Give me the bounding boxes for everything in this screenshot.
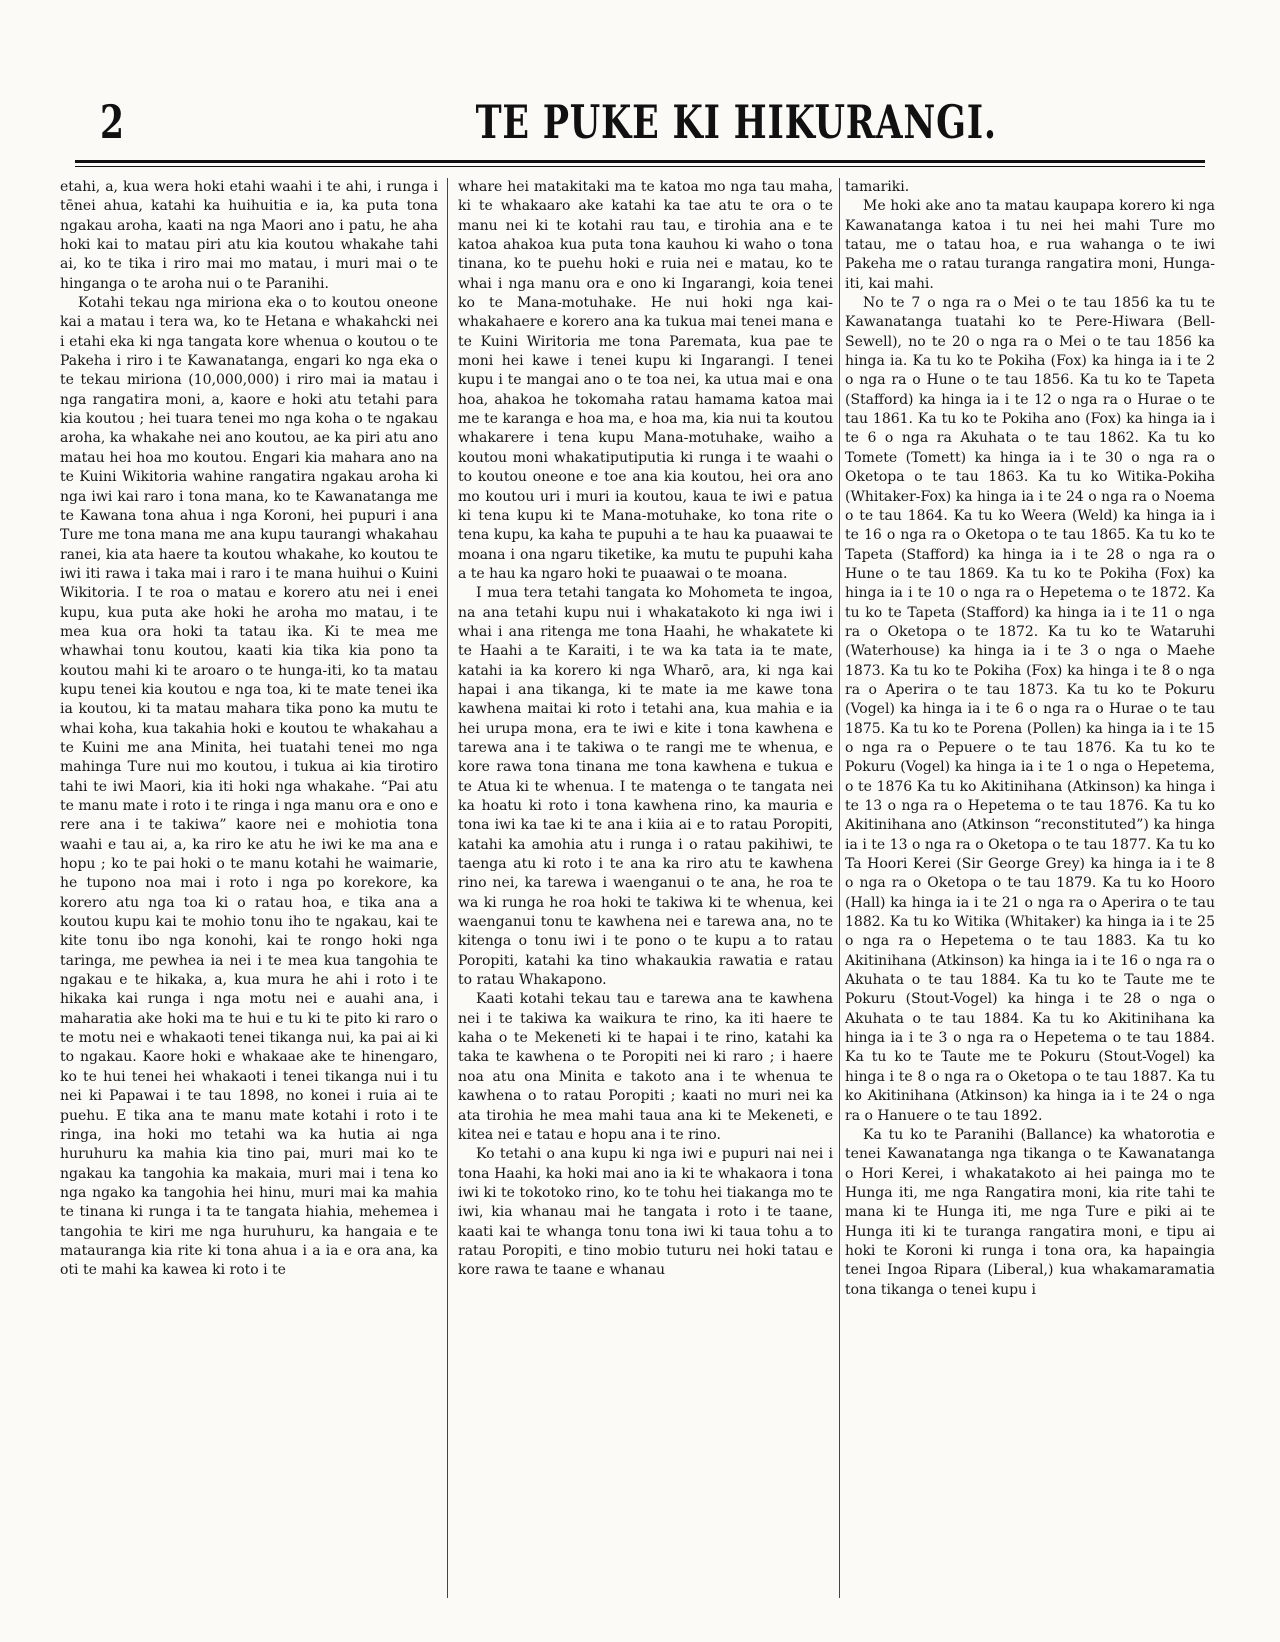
paragraph: Kaati kotahi tekau tau e tarewa ana te kawhena nei i te takiwa ka waikura te rino, ka iti haere te kaha o te Mekeneti ki te hapai i te rino, katahi ka taka te kawhena o te Poropiti nei ki raro ; i haere noa atu ona Minita e takoto ana i te whenua te kawhena o to ratau Poropiti ; kaati no muri nei ka ata tirohia he mea mahi taua ana ki te Mekeneti, e kitea nei e tatau e hopu ana i te rino. xyxy=(458,991,833,1143)
paragraph: Kotahi tekau nga miriona eka o to koutou oneone kai a matau i tera wa, ko te Hetana e whakahcki nei i etahi eka ki nga tangata kore whenua o koutou o te Pakeha i riro i te Kawanatanga, engari ko nga eka o te tekau miriona (10,000,000) i riro mai ia matau i nga rangatira moni, a, kaore e hoki atu tetahi para kia koutou ; hei tuara tenei mo nga koha o te ngakau aroha, ka whakahe nei ano koutou, ae ka piri atu ano matau hei hoa mo koutou. Engari kia mahara ano na te Kuini Wikitoria wahine rangatira ngakau aroha ki nga iwi kai raro i tona mana, ko te Kawanatanga me te Kawana tona ahua i nga Koroni, hei pupuri i ana Ture me tona mana me ana kupu taurangi whakahau ranei, kia ata haere ta koutou whakahe, ko koutou te iwi iti rawa i taka mai i raro i te mana huihui o Kuini Wikitoria. I te roa o matau e korero atu nei i enei kupu, kua puta ake hoki he aroha mo matau, i te mea kua ora hoki ta tatau ika. Ki te mea me whawhai tonu koutou, kaati kia tika kia pono ta koutou mahi ki te aroaro o te hunga-iti, ko ta matau kupu tenei kia koutou e nga toa, ki te mate tenei ika ia koutou, ki ta matau mahara tika pono ka mutu te whai koha, kua takahia hoki e koutou te whakahau a te Kuini me ana Minita, hei tuatahi tenei mo nga mahinga Ture nui mo koutou, i tukua ai kia tirotiro tahi te iwi Maori, kia iti hoki nga whakahe. “Pai atu te manu mate i roto i te ringa i nga manu ora e ono e rere ana i te takiwa” kaore nei e mohiotia tona waahi e tau ai, a, ka riro ke atu he iwi ke ma ana e hopu ; ko te pai hoki o te manu kotahi he waimarie, he tupono noa mai i roto i nga po korekore, ka korero atu nga toa ki o ratau hoa, e tika ana a koutou kupu kai te mohio tonu iho te ngakau, kai te kite tonu ibo nga konohi, kai te rongo hoki nga taringa, me pewhea ia nei i te mea kua tangohia te ngakau e te hikaka, a, kua mura he ahi i roto i te hikaka kai runga i nga motu nei e auahi ana, i maharatia ake hoki ma te hui e tu ki te pito ki raro o te motu nei e whakaoti tenei tikanga nui, ka pai ai ki to ngakau. Kaore hoki e whakaae ake te hinengaro, ko te hui tenei hei whakaoti i tenei tikanga nui i tu nei ki Papawai i te tau 1898, no konei i ruia ai te puehu. E tika ana te manu mate kotahi i roto i te ringa, ina hoki mo tetahi wa ka hutia ai nga huruhuru ka mahia kia tino pai, muri mai ko te ngakau ka tangohia ka makaia, muri mai i tena ko nga ngako ka tangohia hei hinu, muri mai ka mahia te tinana ki runga i ta te tangata hiahia, mehemea i tangohia te kiri me nga huruhuru, ka hangaia e te matauranga kia rite ki tona ahua i a ia e ora ana, ka oti te mahi ka kawea ki roto i te xyxy=(60,295,438,1279)
column-divider xyxy=(839,178,840,1598)
header-rule-thin xyxy=(75,166,1205,167)
text-column-2 xyxy=(458,178,833,1618)
text-column-1 xyxy=(60,178,438,1618)
paragraph: Ka tu ko te Paranihi (Ballance) ka whatorotia e tenei Kawanatanga nga tikanga o te Kawanatanga o Hori Kerei, i whakatakoto ai hei painga mo te Hunga iti, me nga Rangatira moni, kia rite tahi te mana ki te Hunga iti, me nga Ture e piki ai te Hunga iti ki te turanga rangatira moni, e tipu ai hoki te Koroni ki runga i tona ora, ka hapaingia tenei Ingoa Ripara (Liberal,) kua whakamaramatia tona tikanga o tenei kupu i xyxy=(845,1126,1215,1298)
paragraph: whare hei matakitaki ma te katoa mo nga tau maha, ki te whakaaro ake katahi ka tae atu te ora o te manu nei ki te kotahi rau tau, e tirohia ana e te katoa ahakoa kua puta tona kauhou ki waho o tona tinana, ko te puehu hoki e ruia nei e matau, ko te whai i nga manu ora e ono ki Ingarangi, koia tenei ko te Mana-motuhake. He nui hoki nga kai-whakahaere e korero ana ka tukua mai tenei mana e te Kuini Wiritoria me tona Paremata, kua pae te moni hei kawe i tenei kupu ki Ingarangi. I tenei kupu i te mangai ano o te toa nei, ka utua mai e ona hoa, ahakoa he tokomaha ratau hamama katoa mai me te karanga e hoa ma, e hoa ma, kia nui ta koutou whakarere i tena kupu Mana-motuhake, waiho a koutou moni whakatiputiputia ki runga i te waahi o to koutou oneone e toe ana kia koutou, hei ora ano mo koutou uri i muri ia koutou, kaua te iwi e patua ki tena kupu ki te Mana-motuhake, ko tona rite o tena kupu, ka kaha te pupuhi a te hau ka puaawai te moana i ona ngaru tiketike, ka mutu te pupuhi kaha a te hau ka ngaro hoki te puaawai o te moana. xyxy=(458,179,833,582)
paragraph: etahi, a, kua wera hoki etahi waahi i te ahi, i runga i tēnei ahua, katahi ka huihuitia e ia, ka puta tona ngakau aroha, kaati na nga Maori ano i patu, he aha hoki kai to matau piri atu kia koutou whakahe tahi ai, ko te tika i riro mai mo matau, i muri mai o te hinganga o te aroha nui o te Paranihi. xyxy=(60,179,438,292)
paragraph: No te 7 o nga ra o Mei o te tau 1856 ka tu te Kawanatanga tuatahi ko te Pere-Hiwara (Bell-Sewell), no te 20 o nga ra o Mei o te tau 1856 ka hinga ia. Ka tu ko te Pokiha (Fox) ka hinga ia i te 2 o nga ra o Hune o te tau 1856. Ka tu ko te Tapeta (Stafford) ka hinga ia i te 12 o nga ra o Hurae o te tau 1861. Ka tu ko te Pokiha ano (Fox) ka hinga ia i te 6 o nga ra Akuhata o te tau 1862. Ka tu ko Tomete (Tomett) ka hinga ia i te 30 o nga ra o Oketopa o te tau 1863. Ka tu ko Witika-Pokiha (Whitaker-Fox) ka hinga ia i te 24 o nga ra o Noema o te tau 1864. Ka tu ko Weera (Weld) ka hinga ia i te 16 o nga ra o Oketopa o te tau 1865. Ka tu ko te Tapeta (Stafford) ka hinga ia i te 28 o nga ra o Hune o te tau 1869. Ka tu ko te Pokiha (Fox) ka hinga ia i te 10 o nga ra o Hepetema o te 1872. Ka tu ko te Tapeta (Stafford) ka hinga ia i te 11 o nga ra o Oketopa o te 1872. Ka tu ko te Wataruhi (Waterhouse) ka hinga ia i te 3 o nga o Maehe 1873. Ka tu ko te Pokiha (Fox) ka hinga i te 8 o nga ra o Aperira o te tau 1873. Ka tu ko te Pokuru (Vogel) ka hinga ia i te 6 o nga ra o Hurae o te tau 1875. Ka tu ko te Porena (Pollen) ka hinga ia i te 15 o nga ra o Pepuere o te tau 1876. Ka tu ko te Pokuru (Vogel) ka hinga ia i te 1 o nga o Hepetema, o te 1876 Ka tu ko Akitinihana (Atkinson) ka hinga i te 13 o nga ra o Hepetema o te tau 1876. Ka tu ko Akitinihana ano (Atkinson “reconstituted”) ka hinga ia i te 13 o nga ra o Oketopa o te tau 1877. Ka tu ko Ta Hoori Kerei (Sir George Grey) ka hinga ia i te 8 o nga ra o Oketopa o te tau 1879. Ka tu ko Hooro (Hall) ka hinga ia i te 21 o nga ra o Aperira o te tau 1882. Ka tu ko Witika (Whitaker) ka hinga ia i te 25 o nga ra o Hepetema o te tau 1883. Ka tu ko Akitinihana (Atkinson) ka hinga ia i te 16 o nga ra o Akuhata o te tau 1884. Ka tu ko te Taute me te Pokuru (Stout-Vogel) ka hinga i te 28 o nga o Akuhata o te tau 1884. Ka tu ko Akitinihana ka hinga ia i te 3 o nga ra o Hepetema o te tau 1884. Ka tu ko te Taute me te Pokuru (Stout-Vogel) ka hinga i te 8 o nga ra o Oketopa o te tau 1887. Ka tu ko Akitinihana (Atkinson) ka hinga ia i te 24 o nga ra o Hanuere o te tau 1892. xyxy=(845,295,1215,1124)
page-number: 2 xyxy=(100,95,125,149)
paragraph: Ko tetahi o ana kupu ki nga iwi e pupuri nai nei i tona Haahi, ka hoki mai ano ia ki te whakaora i tona iwi ki te tokotoko rino, ko te tohu hei tiakanga mo te iwi, kia whanau mai he tangata i roto i te taane, kaati kai te whanga tonu tona iwi ki taua tohu a to ratau Poropiti, e tino mobio tuturu nei hoki tatau e kore rawa te taane e whanau xyxy=(458,1146,833,1279)
column-divider xyxy=(447,178,448,1598)
header-rule-thick xyxy=(75,160,1205,163)
paragraph: I mua tera tetahi tangata ko Mohometa te ingoa, na ana tetahi kupu nui i whakatakoto ki nga iwi i whai i ana ritenga me tona Haahi, he whakatete ki te Haahi a te Karaiti, i te wa ka tata ia te mate, katahi ia ka korero ki nga Wharō, ara, ki nga kai hapai i ana tikanga, ki te mate ia me kawe tona kawhena maitai ki roto i tetahi ana, kua mahia e ia hei urupa mona, era te iwi e kite i tona kawhena e tarewa ana i te takiwa o te rangi me te whenua, e kore rawa tona tinana me tona kawhena e tukua e te Atua ki te whenua. I te matenga o te tangata nei ka hoatu ki roto i tona kawhena rino, ka mauria e tona iwi ka tae ki te ana i kiia ai e to ratau Poropiti, katahi ka amohia atu i runga i o ratau pakihiwi, te taenga atu ki roto i te ana ka riro atu te kawhena rino nei, ka tarewa i waenganui o te ana, he roa te wa ki runga he roa hoki te takiwa ki te whenua, kei waenganui tonu te kawhena nei e tarewa ana, no te kitenga o tonu iwi i te pono o te kupu a to ratau Poropiti, katahi ka tino whakaukia rawatia e ratau to ratau Whakapono. xyxy=(458,585,833,989)
text-column-3 xyxy=(845,178,1215,1618)
paragraph: Me hoki ake ano ta matau kaupapa korero ki nga Kawanatanga katoa i tu nei hei mahi Ture mo tatau, me o tatau hoa, e rua wahanga o te iwi Pakeha me o ratau turanga rangatira moni, Hunga-iti, kai mahi. xyxy=(845,198,1215,292)
paragraph: tamariki. xyxy=(845,179,910,195)
newspaper-title: TE PUKE KI HIKURANGI. xyxy=(475,95,997,149)
